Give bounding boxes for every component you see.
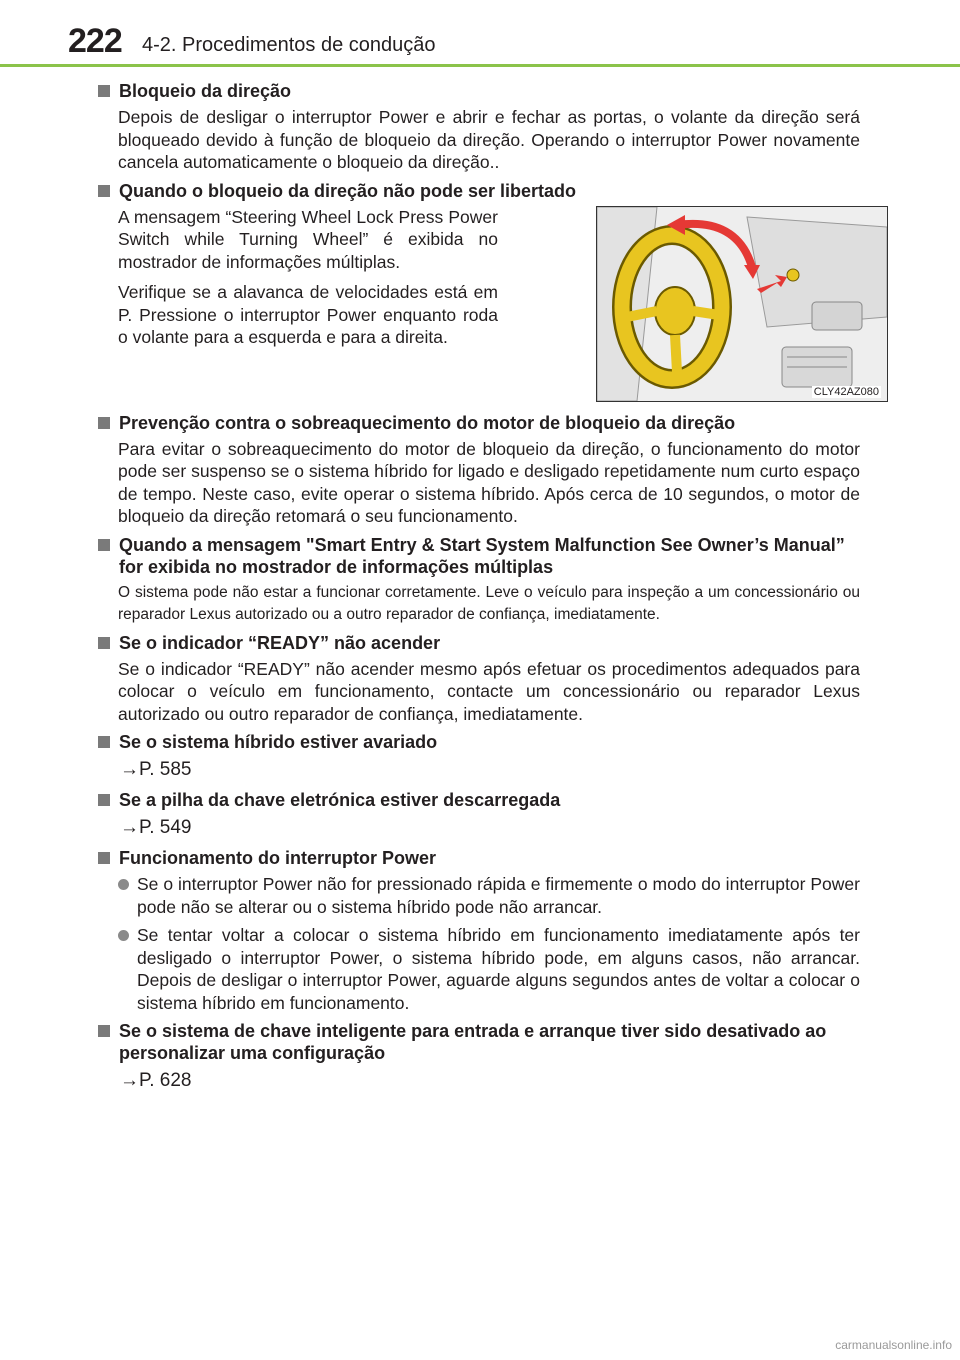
header-divider <box>0 64 960 67</box>
square-bullet-icon <box>98 185 110 197</box>
page-number: 222 <box>68 22 122 60</box>
square-bullet-icon <box>98 539 110 551</box>
section-body: Depois de desligar o interruptor Power e abrir e fechar as portas, o volante da direção será bloqueado devido à função de bloqueio da direção. Operando o interruptor Power novamente cancela automaticamente o bloqueio da direção.. <box>118 107 860 172</box>
section-body: Verifique se a alavanca de velocidades está em P. Pressione o interruptor Power enquanto roda o volante para a esquerda e para a direita. <box>118 282 498 347</box>
section-heading: Quando o bloqueio da direção não pode ser libertado <box>119 180 577 201</box>
page-content <box>98 80 879 1100</box>
section-power-switch <box>98 847 860 1014</box>
watermark: carmanualsonline.info <box>835 1338 952 1352</box>
section-heading: Prevenção contra o sobreaquecimento do motor de bloqueio da direção <box>119 412 736 433</box>
section-malfunction-message <box>98 534 860 626</box>
section-hybrid-failure <box>98 731 860 783</box>
round-bullet-icon <box>118 930 129 941</box>
page-header <box>0 0 960 70</box>
steering-wheel-drawing <box>597 207 887 401</box>
page-reference: →P. 585 <box>120 759 192 780</box>
square-bullet-icon <box>98 85 110 97</box>
round-bullet-icon <box>118 879 129 890</box>
page-reference: →P. 628 <box>120 1070 192 1091</box>
square-bullet-icon <box>98 417 110 429</box>
section-heading: Funcionamento do interruptor Power <box>119 848 437 868</box>
section-title: 4-2. Procedimentos de condução <box>142 34 436 56</box>
section-heading: Se o indicador “READY” não acender <box>119 632 441 653</box>
section-lock-release <box>98 180 879 402</box>
section-overheat-prevention <box>98 412 860 528</box>
list-item: Se o interruptor Power não for pressionado rápida e firmemente o modo do interruptor Power pode não se alterar ou o sistema híbrido pode não arrancar. <box>118 873 860 918</box>
page-footer <box>0 1324 960 1360</box>
section-heading: Se o sistema de chave inteligente para entrada e arranque tiver sido desativado ao personalizar uma configuração <box>119 1021 827 1063</box>
section-steering-lock <box>98 80 860 174</box>
section-heading: Quando a mensagem "Smart Entry & Start System Malfunction See Owner’s Manual” for exibida no mostrador de informações múltiplas <box>119 534 845 577</box>
section-heading: Se a pilha da chave eletrónica estiver descarregada <box>119 790 561 810</box>
square-bullet-icon <box>98 637 110 649</box>
section-smart-key-disabled <box>98 1020 860 1094</box>
section-heading: Se o sistema híbrido estiver avariado <box>119 732 438 752</box>
square-bullet-icon <box>98 736 110 748</box>
section-key-battery <box>98 789 860 841</box>
section-body: O sistema pode não estar a funcionar corretamente. Leve o veículo para inspeção a um concessionário ou reparador Lexus autorizado ou a outro reparador de confiança, imediatamente. <box>118 583 860 623</box>
section-ready-indicator <box>98 632 860 726</box>
list-item: Se tentar voltar a colocar o sistema híbrido em funcionamento imediatamente após ter desligado o interruptor Power, o sistema híbrido pode, em alguns casos, não arrancar. Depois de desligar o interruptor Power, aguarde alguns segundos antes de voltar a colocar o sistema híbrido em funcionamento. <box>118 924 860 1014</box>
page-reference: →P. 549 <box>120 817 192 838</box>
figure-code: CLY42AZ080 <box>813 385 879 398</box>
steering-wheel-illustration <box>596 206 888 402</box>
section-heading: Bloqueio da direção <box>119 81 292 101</box>
section-body: Se o indicador “READY” não acender mesmo após efetuar os procedimentos adequados para colocar o veículo em funcionamento, contacte um concessionário ou reparador Lexus autorizado ou outro reparador de confiança, imediatamente. <box>118 658 860 724</box>
section-body: A mensagem “Steering Wheel Lock Press Power Switch while Turning Wheel” é exibida no mostrador de informações múltiplas. <box>118 206 498 272</box>
section-body: Para evitar o sobreaquecimento do motor de bloqueio da direção, o funcionamento do motor pode ser suspenso se o sistema híbrido for ligado e desligado repetidamente num curto espaço de tempo. Neste caso, evite operar o sistema híbrido. Após cerca de 10 segundos, o motor de bloqueio da direção retomará o seu funcionamento. <box>118 438 860 526</box>
square-bullet-icon <box>98 794 110 806</box>
square-bullet-icon <box>98 1025 110 1037</box>
square-bullet-icon <box>98 852 110 864</box>
